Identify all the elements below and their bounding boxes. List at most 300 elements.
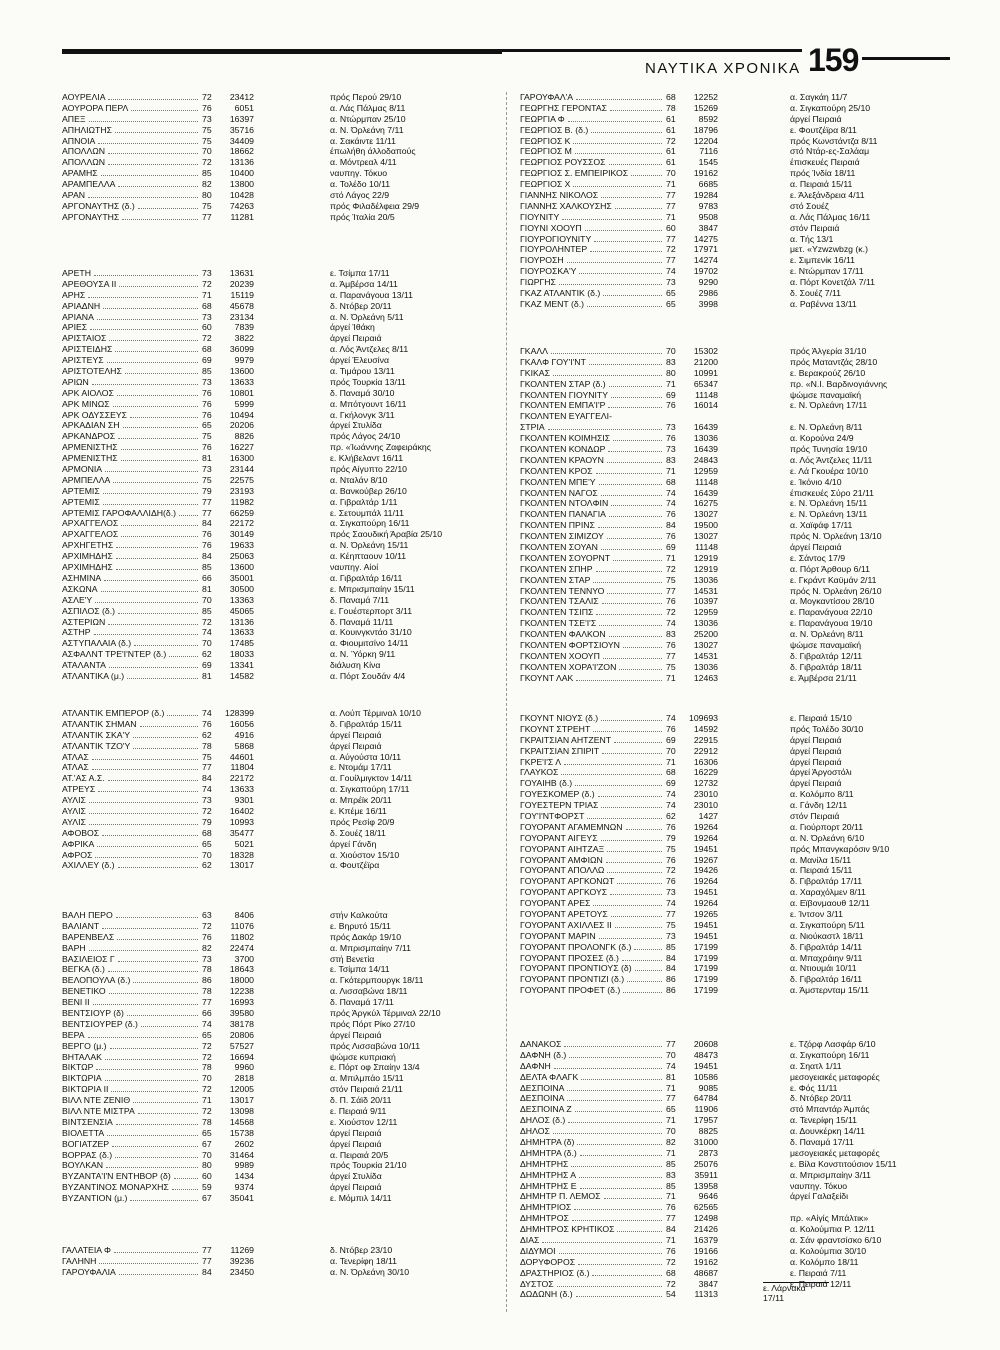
ship-status: δ. Γιβραλτάρ 15/11: [330, 718, 403, 729]
ship-status: ε. Πειραιά 12/11: [790, 1278, 852, 1289]
build-year: 76: [666, 723, 676, 734]
dot-leader: [575, 1104, 662, 1112]
build-year: 71: [666, 1115, 676, 1126]
build-year: 77: [666, 233, 676, 244]
ship-status: πρός Τολέδο 30/10: [790, 723, 864, 734]
ship-name: ΓΟΥΟΡΑΝΤ ΑΡΕΤΟΥΣ: [520, 909, 608, 920]
ship-name: ΑΡΙΣΤΑΙΟΣ: [62, 333, 107, 344]
ship-status: ε. Άμβέρσα 21/11: [790, 672, 857, 683]
dot-leader: [601, 542, 662, 550]
tonnage: 13027: [693, 640, 718, 651]
ship-status: α. Σακάιντε 11/11: [330, 135, 396, 146]
dot-leader: [102, 921, 198, 929]
ship-name: ΒΑΡΕΝΒΕΛΣ: [62, 931, 115, 942]
ship-status: ναυπηγ. Τόκυο: [790, 1180, 848, 1191]
tonnage: 15302: [693, 346, 718, 356]
build-year: 84: [666, 1224, 676, 1235]
build-year: 65: [202, 420, 212, 431]
ship-status: άργεί Άργοστόλι: [790, 767, 852, 778]
ship-status: πρός Κωνστάντζα 8/11: [790, 135, 878, 146]
tonnage: 14275: [693, 233, 718, 244]
tonnage: 19264: [693, 898, 718, 909]
dot-leader: [121, 529, 198, 537]
ship-name: ΑΠΝΟΙΑ: [62, 135, 96, 146]
ship-name: ΒΙΛΛ ΝΤΕ ΜΙΣΤΡΑ: [62, 1106, 135, 1117]
ship-status: στήν Καλκούτα: [330, 910, 388, 920]
ship-status: άργεί Πειραιά: [790, 734, 842, 745]
ship-status: α. Τολέδο 10/11: [330, 179, 391, 190]
ship-name: ΓΟΥΟΡΑΝΤ ΠΡΟΛΟΝΓΚ (δ.): [520, 941, 632, 952]
ship-entry: [520, 455, 940, 466]
tonnage: 65347: [693, 378, 718, 389]
ship-entry: [520, 789, 940, 800]
tonnage: 13036: [693, 618, 718, 629]
ship-status: ναυπηγ. Αίοί: [330, 562, 379, 573]
dot-leader: [112, 1139, 198, 1147]
build-year: 84: [202, 773, 212, 784]
dot-leader: [576, 92, 662, 100]
ship-status: δ. Π. Σάϊδ 20/11: [330, 1095, 392, 1106]
dot-leader: [601, 833, 662, 841]
tonnage: 13363: [229, 594, 254, 605]
build-year: 74: [666, 487, 676, 498]
ship-status: πρός Μπανγκαρόσιν 9/10: [790, 843, 890, 854]
build-year: 86: [202, 975, 212, 986]
build-year: 70: [202, 1073, 212, 1084]
tonnage: 13800: [229, 179, 254, 190]
ship-name: ΑΡΤΕΜΙΣ: [62, 496, 100, 507]
ship-status: άργεί Πειραιά: [330, 1138, 382, 1149]
dot-leader: [98, 784, 198, 792]
header-rule: [62, 49, 502, 54]
ship-name: ΑΡΚ ΟΔΥΣΣΕΥΣ: [62, 409, 128, 420]
ship-name: ΑΦΟΒΟΣ: [62, 827, 100, 838]
entry-block: [520, 1039, 940, 1300]
column-divider: [506, 92, 507, 1312]
dot-leader: [598, 520, 662, 528]
ship-status: α. Μόντρεαλ 4/11: [330, 157, 397, 168]
ship-name: ΓΚΟΛΝΤΕΝ ΦΑΛΚΟΝ: [520, 629, 606, 640]
ship-name: ΒΥΖΑΝΤΙΟΝ (μ.): [62, 1193, 128, 1204]
build-year: 70: [202, 1149, 212, 1160]
ship-name: ΓΚΟΛΝΤΕΝ ΚΡΑΟΥΝ: [520, 454, 604, 465]
tonnage: 13633: [229, 627, 254, 638]
ship-name: ΑΡΙΑΔΝΗ: [62, 300, 101, 311]
tonnage: 9989: [234, 1160, 254, 1171]
build-year: 77: [666, 255, 676, 266]
build-year: 76: [666, 400, 676, 411]
build-year: 76: [202, 529, 212, 540]
ship-entry: [62, 860, 482, 871]
ship-entry: [520, 190, 940, 201]
ship-entry: [62, 92, 482, 103]
tonnage: 18033: [229, 649, 254, 660]
dot-leader: [619, 662, 662, 670]
build-year: 73: [202, 311, 212, 322]
ship-entry: [62, 1128, 482, 1139]
dot-leader: [599, 618, 662, 626]
ship-entry: [62, 1008, 482, 1019]
dot-leader: [111, 1084, 198, 1092]
ship-name: ΓΟΥΟΡΑΝΤ ΑΜΦΙΩΝ: [520, 854, 603, 865]
tonnage: 74263: [229, 200, 254, 211]
magazine-title: ΝΑΥΤΙΚΑ ΧΡΟΝΙΚΑ: [645, 60, 801, 77]
ship-status: α. Μογκαντίσου 28/10: [790, 596, 875, 607]
ship-name: ΓΙΟΥΡΟΣΚΑ'Υ: [520, 266, 577, 277]
build-year: 75: [666, 919, 676, 930]
ship-status: α. Λισσαβώνα 18/11: [330, 986, 408, 997]
ship-entry: [62, 1245, 482, 1256]
ship-status: δ. Σουέζ 7/11: [790, 288, 841, 299]
ship-name: ΓΚΟΛΝΤΕΝ ΜΠΕ'Υ: [520, 476, 596, 487]
ship-name: ΓΚΑΖ ΜΕΝΤ (δ.): [520, 298, 584, 309]
ship-name: ΔΗΜΗΤΡΗΣ Ε: [520, 1180, 577, 1191]
dot-leader: [127, 1008, 198, 1016]
build-year: 77: [666, 585, 676, 596]
dot-leader: [101, 584, 198, 592]
ship-status: πρός Πόρτ Ρίκο 27/10: [330, 1018, 416, 1029]
dot-leader: [615, 201, 662, 209]
ship-name: ΒΥΖΑΝΤΙΝΟΣ ΜΟΝΑΡΧΗΣ: [62, 1182, 169, 1193]
build-year: 59: [202, 1182, 212, 1193]
ship-name: ΒΕΡΑ: [62, 1029, 85, 1040]
ship-entry: [62, 540, 482, 551]
dot-leader: [572, 1213, 662, 1221]
build-year: 60: [202, 1171, 212, 1182]
tonnage: 11281: [230, 211, 254, 222]
ship-name: ΔΕΣΠΟΙΝΑ Ζ: [520, 1104, 572, 1115]
ship-status: α. Πειραιά 15/11: [790, 865, 853, 876]
ship-status: πρός Ρεσίφ 20/9: [330, 816, 395, 827]
ship-entry: [520, 411, 940, 422]
build-year: 74: [666, 789, 676, 800]
build-year: 77: [202, 762, 212, 773]
tonnage: 24843: [693, 454, 718, 465]
ship-entry: [62, 719, 482, 730]
build-year: 77: [202, 1255, 212, 1266]
ship-name: ΒΟΡΡΑΣ (δ.): [62, 1149, 113, 1160]
dot-leader: [101, 168, 198, 176]
ship-entry: [520, 244, 940, 255]
dot-leader: [593, 898, 662, 906]
tonnage: 19265: [693, 909, 718, 920]
ship-entry: [520, 1202, 940, 1213]
ship-name: ΑΡΓΟΝΑΥΤΗΣ: [62, 211, 120, 222]
tonnage: 11802: [230, 931, 254, 942]
ship-name: ΑΡΤΕΜΙΣ: [62, 485, 100, 496]
build-year: 72: [202, 1051, 212, 1062]
ship-entry: [62, 817, 482, 828]
entry-block: [62, 910, 482, 1204]
tonnage: 12959: [693, 465, 718, 476]
build-year: 76: [202, 387, 212, 398]
dot-leader: [117, 388, 198, 396]
ship-entry: [520, 1170, 940, 1181]
dot-leader: [580, 1181, 662, 1189]
tonnage: 22912: [693, 745, 718, 756]
build-year: 85: [666, 941, 676, 952]
build-year: 69: [666, 389, 676, 400]
tonnage: 18662: [229, 146, 254, 157]
tonnage: 31000: [693, 1137, 718, 1148]
tonnage: 44601: [229, 751, 254, 762]
tonnage: 25063: [229, 551, 254, 562]
ship-name: ΓΚΟΛΝΤΕΝ ΤΣΑΛΙΣ: [520, 596, 599, 607]
dot-leader: [593, 575, 662, 583]
tonnage: 9301: [234, 795, 254, 806]
ship-name: ΑΣΦΑΛΝΤ ΤΡΕ'Ι'ΝΤΕΡ (δ.): [62, 649, 167, 660]
tonnage: 16379: [693, 1235, 718, 1246]
dot-leader: [118, 179, 198, 187]
ship-status: α. Σαγκάη 11/7: [790, 92, 848, 102]
tonnage: 23144: [229, 464, 254, 475]
ship-status: α. Γουίλμιγκτον 14/11: [330, 773, 413, 784]
ship-status: άργεί Πειραιά: [790, 778, 842, 789]
ship-entry: [62, 508, 482, 519]
ship-name: ΓΙΟΥΝΙ ΧΟΟΥΠ: [520, 222, 582, 233]
entry-block: [62, 1245, 482, 1278]
ship-entry: [520, 963, 940, 974]
tonnage: 6685: [698, 179, 718, 190]
dot-leader: [140, 719, 198, 727]
ship-entry: [520, 390, 940, 401]
tonnage: 10400: [229, 168, 254, 179]
build-year: 81: [666, 1071, 676, 1082]
tonnage: 20206: [229, 420, 254, 431]
ship-entry: [62, 1019, 482, 1030]
ship-name: ΓΕΩΡΓΙΟΣ Β. (δ.): [520, 124, 589, 135]
dot-leader: [96, 1062, 198, 1070]
tonnage: 8592: [698, 113, 718, 124]
ship-entry: [520, 520, 940, 531]
ship-name: ΑΡΙΣΤΕΥΣ: [62, 355, 104, 366]
dot-leader: [571, 1159, 662, 1167]
ship-entry: [62, 518, 482, 529]
build-year: 84: [202, 551, 212, 562]
ship-entry: [62, 420, 482, 431]
build-year: 74: [202, 1018, 212, 1029]
ship-entry: [62, 806, 482, 817]
ship-status: δ. Ντόβερ 20/11: [330, 300, 392, 311]
ship-entry: [62, 179, 482, 190]
tonnage: 12252: [693, 92, 718, 102]
ship-entry: [62, 290, 482, 301]
ship-name: ΓΚΟΛΝΤΕΝ ΤΣΕ'Ι'Σ: [520, 618, 597, 629]
dot-leader: [615, 920, 662, 928]
ship-name: ΓΕΩΡΓΙΟΣ Κ: [520, 135, 571, 146]
tonnage: 30500: [229, 583, 254, 594]
build-year: 84: [666, 952, 676, 963]
ship-status: ε. Ν. Όρλεάνη 13/11: [790, 509, 868, 520]
tonnage: 30149: [229, 529, 254, 540]
ship-entry: [62, 730, 482, 741]
tonnage: 19451: [693, 887, 718, 898]
dot-leader: [119, 279, 198, 287]
ship-name: ΑΠΟΛΛΩΝ: [62, 146, 106, 157]
ship-entry: [520, 575, 940, 586]
ship-name: ΓΚΟΛΝΤΕΝ ΚΟΝΔΩΡ: [520, 444, 606, 455]
ship-name: ΓΛΑΥΚΟΣ: [520, 767, 559, 778]
ship-status: α. Πόρτ Κονετζάλ 7/11: [790, 277, 875, 288]
ship-status: α. Χαϊφάφ 17/11: [790, 520, 853, 531]
ship-name: ΓΕΩΡΓΙΑ Φ: [520, 113, 565, 124]
tonnage: 23450: [229, 1266, 254, 1277]
build-year: 82: [202, 942, 212, 953]
tonnage: 45678: [229, 300, 254, 311]
build-year: 73: [666, 277, 676, 288]
ship-entry: [62, 997, 482, 1008]
build-year: 61: [666, 113, 676, 124]
ship-entry: [520, 767, 940, 778]
build-year: 71: [666, 465, 676, 476]
build-year: 71: [666, 179, 676, 190]
dot-leader: [133, 741, 198, 749]
ship-name: ΑΤΛΑΝΤΙΚΑ (μ.): [62, 670, 125, 681]
ship-status: α. Κορούνα 24/9: [790, 433, 854, 444]
dot-leader: [134, 638, 198, 646]
ship-name: ΒΑΡΗ: [62, 942, 86, 953]
ship-name: ΓΚΟΥΝΤ ΝΙΟΥΣ (δ.): [520, 713, 599, 723]
ship-name: ΓΚΟΛΝΤΕΝ ΚΟΙΜΗΣΙΣ: [520, 433, 611, 444]
build-year: 75: [666, 574, 676, 585]
tonnage: 10993: [229, 816, 254, 827]
build-year: 79: [202, 485, 212, 496]
build-year: 72: [666, 135, 676, 146]
build-year: 62: [202, 729, 212, 740]
build-year: 72: [202, 278, 212, 289]
ship-status: α. Σιγκαπούρη 5/11: [790, 919, 865, 930]
ship-entry: [62, 617, 482, 628]
tonnage: 10586: [693, 1071, 718, 1082]
ship-name: ΓΚΟΛΝΤΕΝ ΣΤΑΡ: [520, 574, 591, 585]
ship-name: ΑΤΛΑΝΤΙΚ ΕΜΠΕΡΟΡ (δ.): [62, 708, 165, 718]
ship-name: ΒΕΡΓΟ (μ.): [62, 1040, 107, 1051]
dot-leader: [576, 673, 662, 681]
ship-status: ε. Κλήβελαντ 16/11: [330, 453, 404, 464]
ship-entry: [520, 1115, 940, 1126]
build-year: 76: [666, 531, 676, 542]
dot-leader: [141, 1019, 198, 1027]
ship-entry: [62, 795, 482, 806]
tonnage: 14568: [229, 1116, 254, 1127]
entry-block: [62, 268, 482, 682]
ship-status: α. Ν. Όρλεάνη 8/11: [790, 629, 864, 640]
tonnage: 19451: [693, 1060, 718, 1071]
build-year: 73: [202, 268, 212, 278]
tonnage: 13631: [229, 268, 254, 278]
ship-name: ΓΟΥΑΙΗΒ (δ.): [520, 778, 573, 789]
ship-entry: [520, 1093, 940, 1104]
build-year: 71: [666, 1082, 676, 1093]
build-year: 78: [666, 102, 676, 113]
ship-entry: [62, 921, 482, 932]
ship-status: ε. Πειραιά 15/10: [790, 713, 852, 723]
dot-leader: [119, 1267, 198, 1275]
ship-name: ΑΤ.'ΑΣ Α.Σ.: [62, 773, 105, 784]
build-year: 77: [666, 909, 676, 920]
build-year: 76: [202, 102, 212, 113]
ship-entry: [520, 618, 940, 629]
ship-entry: [520, 255, 940, 266]
tonnage: 10801: [229, 387, 254, 398]
ship-status: ε. Βηρυτό 15/11: [330, 920, 391, 931]
tonnage: 6051: [234, 102, 254, 113]
ship-status: α. Πόρτ Σουδάν 4/4: [330, 670, 406, 681]
build-year: 84: [202, 1266, 212, 1277]
ship-status: α. Μπρισμπαίην 7/11: [330, 942, 411, 953]
ship-name: ΔΑΝΑΚΟΣ: [520, 1039, 562, 1049]
ship-status: α. Ν. Ύόρκη 9/11: [330, 649, 396, 660]
ship-name: ΓΙΟΥΝΙΤΥ: [520, 211, 560, 222]
tonnage: 5021: [234, 838, 254, 849]
ship-status: ε. Πειραιά 9/11: [330, 1106, 387, 1117]
ship-status: ε. Άλεξάνδρεια 4/11: [790, 190, 865, 201]
tonnage: 9960: [234, 1062, 254, 1073]
dot-leader: [594, 234, 662, 242]
ship-name: ΔΗΜΗΤΡΗΣ Α: [520, 1169, 577, 1180]
ship-entry: [62, 839, 482, 850]
dot-leader: [604, 1191, 662, 1199]
dot-leader: [631, 168, 662, 176]
build-year: 78: [202, 1062, 212, 1073]
dot-leader: [579, 1170, 662, 1178]
ship-entry: [62, 103, 482, 114]
tonnage: 16402: [229, 806, 254, 817]
tonnage: 23193: [229, 485, 254, 496]
ship-status: ε. Ν. Όρλεάνη 8/11: [790, 422, 863, 433]
dot-leader: [93, 997, 198, 1005]
build-year: 73: [666, 887, 676, 898]
tonnage: 9290: [698, 277, 718, 288]
dot-leader: [88, 1030, 198, 1038]
dot-leader: [109, 986, 198, 994]
ship-status: α. Σιγκαπούρη 16/11: [790, 1049, 870, 1060]
dot-leader: [109, 333, 198, 341]
ship-name: ΑΟΥΡΟΡΑ ΠΕΡΛ: [62, 102, 129, 113]
ship-status: έπωλήθη άλλοδαπούς: [330, 146, 416, 157]
dot-leader: [567, 255, 662, 263]
ship-name: ΓΟΥΕΣΤΕΡΝ ΤΡΙΑΣ: [520, 800, 599, 811]
ship-status: άργεί Πειραιά: [330, 729, 382, 740]
tonnage: 12919: [693, 563, 718, 574]
tonnage: 23412: [229, 92, 254, 102]
ship-status: α. Κουινγκντάο 31/10: [330, 627, 412, 638]
dot-leader: [105, 1052, 198, 1060]
dot-leader: [587, 811, 662, 819]
build-year: 72: [202, 806, 212, 817]
ship-name: ΓΙΟΥΡΟΓΙΟΥΝΙΤΥ: [520, 233, 592, 244]
build-year: 77: [666, 1039, 676, 1049]
ship-status: δ. Ντόβερ 20/11: [790, 1093, 852, 1104]
tonnage: 13633: [229, 784, 254, 795]
dot-leader: [89, 943, 198, 951]
build-year: 77: [202, 1245, 212, 1255]
ship-status: ε. Ντώρμπαν 17/11: [790, 266, 864, 277]
dot-leader: [92, 752, 198, 760]
tonnage: 35001: [229, 572, 254, 583]
ship-status: μεσογειακές μεταφορές: [790, 1071, 880, 1082]
tonnage: 19633: [229, 540, 254, 551]
ship-status: ε. Ίντσον 3/11: [790, 909, 843, 920]
ship-status: α. Χιούστον 15/10: [330, 849, 400, 860]
header-rule-right: [862, 57, 950, 60]
ship-name: ΓΙΟΥΡΟΣΗ: [520, 255, 564, 266]
header-rule-thin: [502, 49, 802, 52]
tonnage: 64784: [693, 1093, 718, 1104]
build-year: 69: [202, 355, 212, 366]
ship-entry: [62, 322, 482, 333]
tonnage: 16439: [693, 444, 718, 455]
